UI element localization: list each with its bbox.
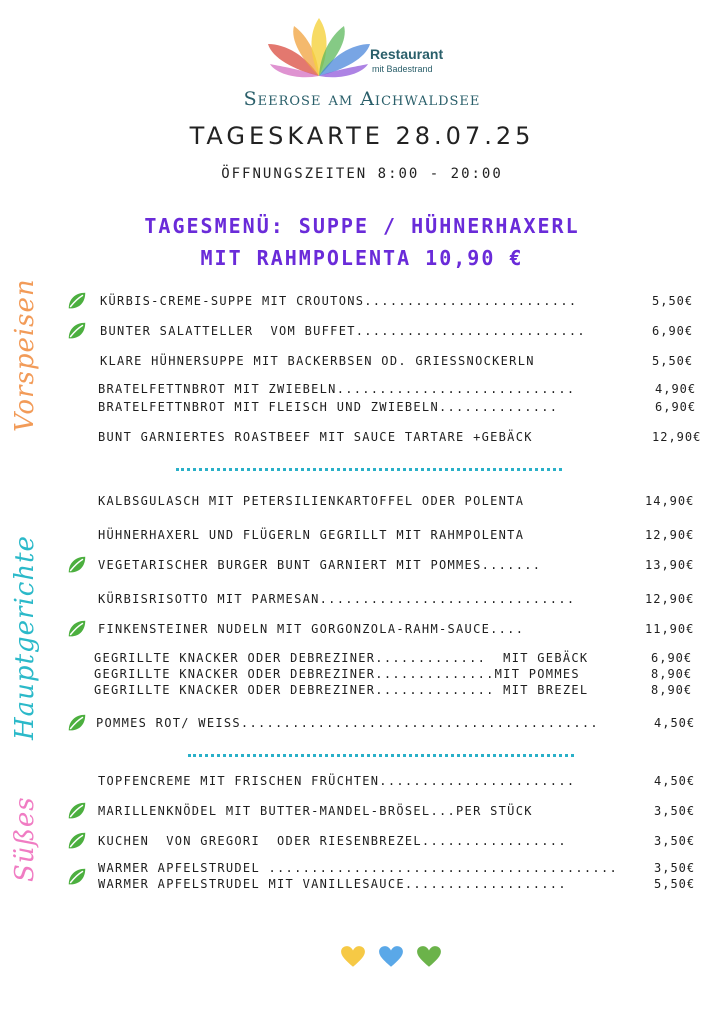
menu-item-name: VEGETARISCHER BURGER BUNT GARNIERT MIT POMMES....... xyxy=(98,558,542,572)
menu-item-name: GEGRILLTE KNACKER ODER DEBREZINER.............. MIT BREZEL xyxy=(94,683,589,697)
blue-heart-icon xyxy=(378,944,404,970)
vegetarian-leaf-icon xyxy=(66,554,88,576)
menu-item-price: 11,90€ xyxy=(645,622,695,636)
opening-hours: ÖFFNUNGSZEITEN 8:00 - 20:00 xyxy=(221,166,503,182)
section-label-hauptgerichte: Hauptgerichte xyxy=(10,535,40,740)
menu-item-price: 12,90€ xyxy=(652,430,702,444)
menu-item-name: KLARE HÜHNERSUPPE MIT BACKERBSEN OD. GRIESSNOCKERLN xyxy=(100,354,535,368)
green-heart-icon xyxy=(416,944,442,970)
menu-item-price: 6,90€ xyxy=(655,400,697,414)
menu-item-name: FINKENSTEINER NUDELN MIT GORGONZOLA-RAHM-SAUCE.... xyxy=(98,622,525,636)
menu-item-name: BUNTER SALATTELLER VOM BUFFET........................... xyxy=(100,324,586,338)
venue-name: Seerose am Aichwaldsee xyxy=(243,88,481,110)
menu-item-name: GEGRILLTE KNACKER ODER DEBREZINER..............MIT POMMES xyxy=(94,667,580,681)
menu-item-price: 4,50€ xyxy=(654,716,696,730)
vegetarian-leaf-icon xyxy=(66,830,88,852)
menu-item-price: 5,50€ xyxy=(652,294,694,308)
yellow-heart-icon xyxy=(340,944,366,970)
menu-item-price: 5,50€ xyxy=(652,354,694,368)
menu-item-price: 6,90€ xyxy=(651,651,693,665)
menu-item-price: 14,90€ xyxy=(645,494,695,508)
daily-menu-line1: TAGESMENÜ: SUPPE / HÜHNERHAXERL xyxy=(144,214,580,238)
section-label-suesses: Süßes xyxy=(10,796,40,882)
menu-item-price: 6,90€ xyxy=(652,324,694,338)
menu-item-name: POMMES ROT/ WEISS.......................................... xyxy=(96,716,599,730)
menu-item-name: WARMER APFELSTRUDEL MIT VANILLESAUCE................... xyxy=(98,877,567,891)
menu-item-price: 8,90€ xyxy=(651,683,693,697)
vegetarian-leaf-icon xyxy=(66,290,88,312)
vegetarian-leaf-icon xyxy=(66,800,88,822)
menu-item-name: KALBSGULASCH MIT PETERSILIENKARTOFFEL ODER POLENTA xyxy=(98,494,525,508)
menu-item-price: 3,50€ xyxy=(654,804,696,818)
menu-item-name: MARILLENKNÖDEL MIT BUTTER-MANDEL-BRÖSEL...PER STÜCK xyxy=(98,804,533,818)
page-title: TAGESKARTE 28.07.25 xyxy=(189,122,535,150)
menu-item-price: 3,50€ xyxy=(654,861,696,875)
section-divider xyxy=(176,468,562,471)
menu-item-name: BUNT GARNIERTES ROASTBEEF MIT SAUCE TARTARE +GEBÄCK xyxy=(98,430,533,444)
vegetarian-leaf-icon xyxy=(66,712,88,734)
daily-menu-line2: MIT RAHMPOLENTA 10,90 € xyxy=(200,246,524,270)
menu-item-name: WARMER APFELSTRUDEL ......................................... xyxy=(98,861,619,875)
vegetarian-leaf-icon xyxy=(66,320,88,342)
menu-item-price: 8,90€ xyxy=(651,667,693,681)
menu-item-price: 12,90€ xyxy=(645,528,695,542)
menu-item-name: BRATELFETTNBROT MIT ZWIEBELN............................ xyxy=(98,382,576,396)
logo-badestrand-text: mit Badestrand xyxy=(372,64,433,74)
menu-item-name: KÜRBIS-CREME-SUPPE MIT CROUTONS......................... xyxy=(100,294,578,308)
menu-item-price: 3,50€ xyxy=(654,834,696,848)
section-label-vorspeisen: Vorspeisen xyxy=(10,278,40,432)
vegetarian-leaf-icon xyxy=(66,866,88,888)
menu-item-name: KUCHEN VON GREGORI ODER RIESENBREZEL................. xyxy=(98,834,567,848)
menu-item-name: KÜRBISRISOTTO MIT PARMESAN.............................. xyxy=(98,592,576,606)
menu-item-name: BRATELFETTNBROT MIT FLEISCH UND ZWIEBELN.............. xyxy=(98,400,559,414)
menu-item-price: 4,90€ xyxy=(655,382,697,396)
vegetarian-leaf-icon xyxy=(66,618,88,640)
menu-item-name: GEGRILLTE KNACKER ODER DEBREZINER............. MIT GEBÄCK xyxy=(94,651,589,665)
menu-item-price: 5,50€ xyxy=(654,877,696,891)
menu-item-price: 12,90€ xyxy=(645,592,695,606)
menu-item-name: HÜHNERHAXERL UND FLÜGERLN GEGRILLT MIT RAHMPOLENTA xyxy=(98,528,525,542)
menu-item-price: 13,90€ xyxy=(645,558,695,572)
logo-restaurant-text: Restaurant xyxy=(370,46,444,62)
menu-item-name: TOPFENCREME MIT FRISCHEN FRÜCHTEN....................... xyxy=(98,774,576,788)
section-divider xyxy=(188,754,574,757)
menu-item-price: 4,50€ xyxy=(654,774,696,788)
